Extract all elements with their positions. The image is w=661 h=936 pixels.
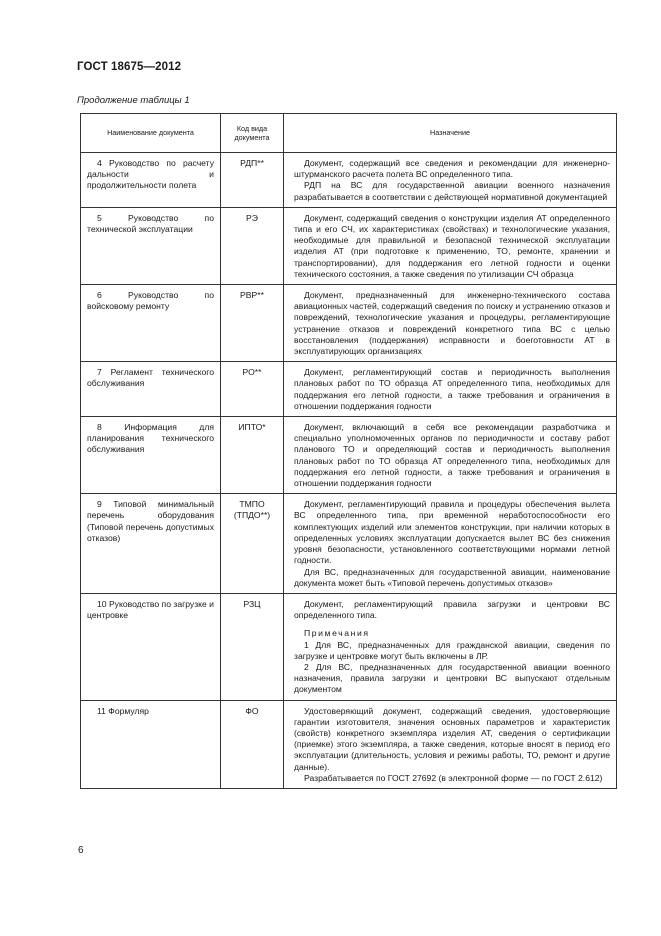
note-item: 2 Для ВС, предназначенных для государственной авиации военного назначения, правила загрузки и центровки ВС выпускают отдельным документом bbox=[294, 661, 610, 695]
table-row bbox=[81, 207, 617, 284]
purpose-paragraph: Для ВС, предназначенных для государственной авиации, наименование документа может быть «Типовой перечень допустимых отказов» bbox=[294, 566, 610, 588]
purpose-paragraph: Документ, предназначенный для инженерно-технического состава авиационных частей, содержащий сведения по поиску и устранению отказов и повреждений, технологические указания и процедуры, регламентирующие устранение отказов и повреждений конкретного типа ВС с целью восстановления (поддержания) исправности и боеготовности АТ в эксплуатирующих организациях bbox=[294, 290, 610, 357]
header-document-name: Наименование документа bbox=[81, 114, 221, 153]
document-name-cell: 7 Регламент технического обслуживания bbox=[81, 362, 221, 417]
purpose-paragraph: Документ, включающий в себя все рекомендации разработчика и специально уполномоченных органов по периодичности и составу работ планового ТО и определяющий состав и периодичность выполнения плановых работ по ТО образца АТ определенного типа, необходимых для поддержания его летной годности, а также требования и ограничения в отношении поддержания годности bbox=[294, 422, 610, 489]
document-table bbox=[80, 113, 617, 789]
document-name-cell: 10 Руководство по загрузке и центровке bbox=[81, 593, 221, 700]
header-purpose: Назначение bbox=[284, 114, 617, 153]
notes-title: Примечания bbox=[304, 628, 370, 639]
table-row bbox=[81, 593, 617, 700]
table-row bbox=[81, 153, 617, 208]
table-row bbox=[81, 362, 617, 417]
purpose-paragraph: Разрабатывается по ГОСТ 27692 (в электронной форме — по ГОСТ 2.612) bbox=[304, 772, 603, 783]
document-name-cell: 5 Руководство по технической эксплуатации bbox=[81, 207, 221, 284]
purpose-cell bbox=[284, 207, 617, 284]
document-code-cell: РО** bbox=[221, 362, 284, 417]
document-code-cell: РЗЦ bbox=[221, 593, 284, 700]
page-number: 6 bbox=[78, 845, 84, 856]
purpose-cell bbox=[284, 700, 617, 788]
purpose-paragraph: Документ, содержащий все сведения и рекомендации для инженерно-штурманского расчета полета ВС определенного типа. bbox=[294, 158, 610, 180]
purpose-paragraph: Документ, регламентирующий состав и периодичность выполнения плановых работ по ТО образца АТ определенного типа, необходимых для поддержания его летной годности, а также требования и ограничения в отношении поддержания годности bbox=[294, 367, 610, 411]
purpose-paragraph: Документ, регламентирующий правила и процедуры обеспечения вылета ВС определенного типа, при временной неработоспособности его комплектующих изделий или элементов конструкции, при наличии которых в определенных условиях эксплуатации допускается вылет ВС без снижения уровня безопасности, установленного соответствующими нормами летной годности. bbox=[294, 499, 610, 566]
purpose-cell bbox=[284, 285, 617, 362]
document-name-cell: 8 Информация для планирования технического обслуживания bbox=[81, 417, 221, 494]
document-name-cell: 4 Руководство по расчету дальности и продолжительности полета bbox=[81, 153, 221, 208]
note-item: 1 Для ВС, предназначенных для гражданской авиации, сведения по загрузке и центровке могут быть включены в ЛР. bbox=[294, 639, 610, 661]
table-row bbox=[81, 494, 617, 594]
document-code-cell: ТМПО (ТПДО**) bbox=[221, 494, 284, 594]
table-caption: Продолжение таблицы 1 bbox=[77, 95, 190, 106]
document-name-cell: 9 Типовой минимальный перечень оборудования (Типовой перечень допустимых отказов) bbox=[81, 494, 221, 594]
document-code-cell: РДП** bbox=[221, 153, 284, 208]
document-code-cell: РВР** bbox=[221, 285, 284, 362]
header-document-code: Код вида документа bbox=[221, 114, 284, 153]
purpose-paragraph: Удостоверяющий документ, содержащий сведения, удостоверяющие гарантии изготовителя, значения основных параметров и характеристик (свойств) конкретного экземпляра изделия АТ, сведения о сертификации (приемке) этого экземпляра, а также сведения, которые вносят в период его эксплуатации (длительность, условия и режимы работы, ТО, ремонт и другие данные). bbox=[294, 705, 610, 772]
document-header: ГОСТ 18675—2012 bbox=[77, 61, 182, 73]
table-row bbox=[81, 285, 617, 362]
document-code-cell: ИПТО* bbox=[221, 417, 284, 494]
document-name-cell: 11 Формуляр bbox=[81, 700, 221, 788]
purpose-cell bbox=[284, 494, 617, 594]
purpose-cell bbox=[284, 362, 617, 417]
document-code-cell: ФО bbox=[221, 700, 284, 788]
purpose-cell bbox=[284, 417, 617, 494]
purpose-paragraph: РДП на ВС для государственной авиации военного назначения разрабатывается в соответствии с действующей нормативной документацией bbox=[294, 180, 610, 202]
table-row bbox=[81, 700, 617, 788]
purpose-paragraph: Документ, содержащий сведения о конструкции изделия АТ определенного типа и его СЧ, их характеристиках (свойствах) и технологические указания, необходимые для правильной и безопасной технической эксплуатации изделия АТ (при подготовке к применению, ТО, ремонте, хранении и транспортировании), для поддержания его летной годности и оценки технического состояния, а также сведения по утилизации СЧ образца bbox=[294, 212, 610, 279]
purpose-cell bbox=[284, 153, 617, 208]
document-name-cell: 6 Руководство по войсковому ремонту bbox=[81, 285, 221, 362]
table-row bbox=[81, 417, 617, 494]
purpose-paragraph: Документ, регламентирующий правила загрузки и центровки ВС определенного типа. bbox=[294, 598, 610, 621]
document-code-cell: РЭ bbox=[221, 207, 284, 284]
table-header-row bbox=[81, 114, 617, 153]
purpose-cell bbox=[284, 593, 617, 700]
